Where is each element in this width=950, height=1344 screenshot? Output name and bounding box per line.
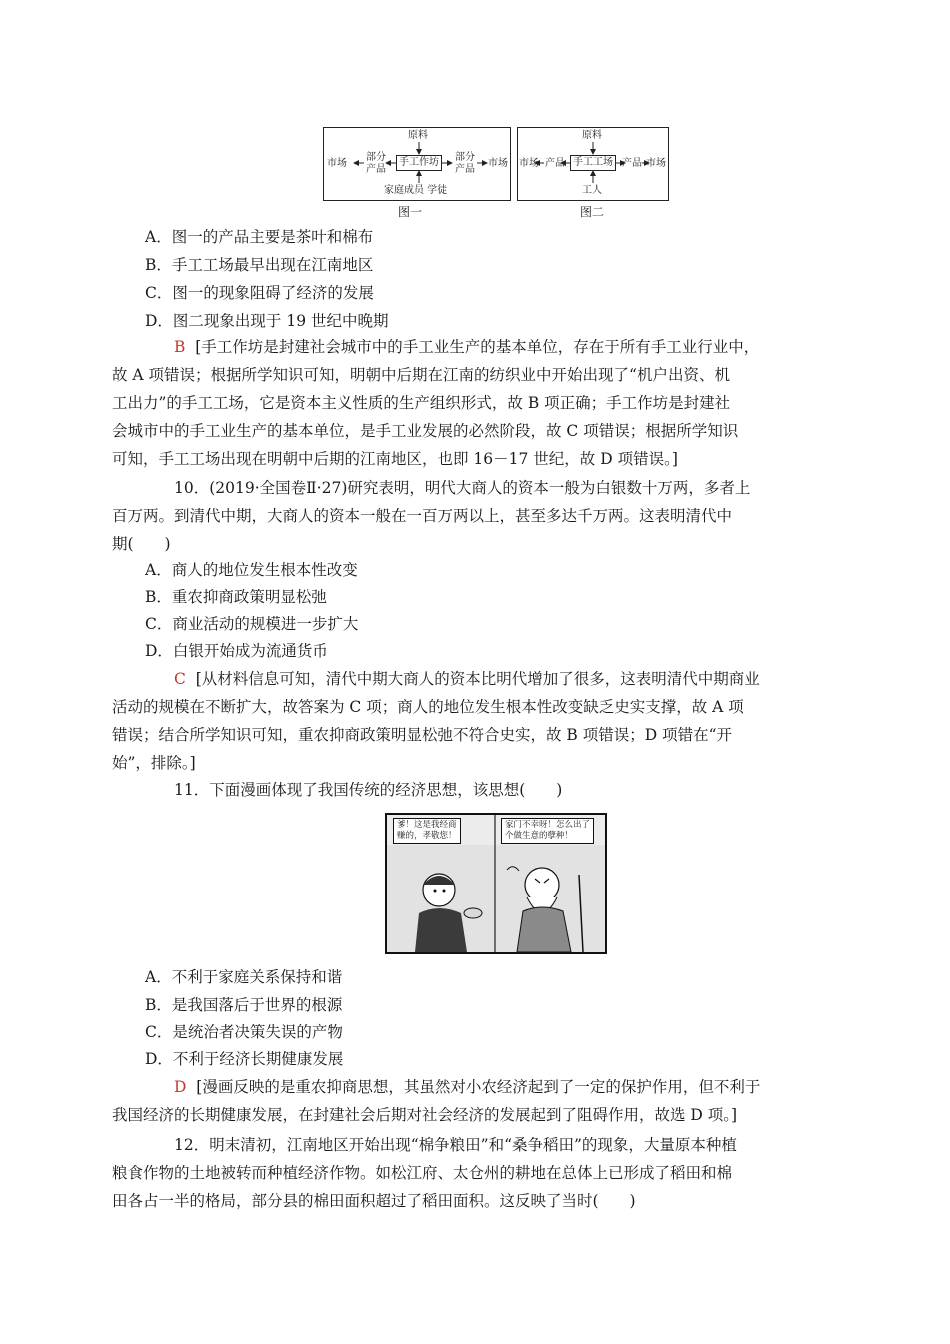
q12-stem-line-1: 12．明末清初，江南地区开始出现“棉争粮田”和“桑争稻田”的现象，大量原本种植: [174, 1136, 737, 1154]
figure-2-caption: 图二: [580, 205, 605, 219]
q12-stem-line-3: 田各占一半的格局，部分县的棉田面积超过了稻田面积。这反映了当时( ): [112, 1192, 636, 1210]
q9-option-a: A．图一的产品主要是茶叶和棉布: [145, 228, 374, 246]
figure-1-caption: 图一: [398, 205, 423, 219]
figure-2-left-market: 市场: [519, 158, 539, 169]
figure-2-right-market: 市场: [646, 158, 666, 169]
q10-option-c: C．商业活动的规模进一步扩大: [145, 615, 359, 633]
q10-option-d: D．白银开始成为流通货币: [145, 642, 328, 660]
q9-explanation: [112, 333, 822, 473]
figure-1-right-product-1: 部分: [455, 152, 475, 163]
q10-explanation-line-3: 错误；结合所学知识可知，重农抑商政策明显松弛不符合史实，故 B 项错误；D 项错在“开: [112, 726, 733, 744]
q11-stem: 11．下面漫画体现了我国传统的经济思想，该思想( ): [174, 781, 563, 799]
cartoon-bubble-son: [393, 818, 461, 844]
q10-explanation-line-2: 活动的规模在不断扩大，故答案为 C 项；商人的地位发生根本性改变缺乏史实支撑，故 A 项: [112, 698, 744, 716]
q11-option-d: D．不利于经济长期健康发展: [145, 1050, 344, 1068]
figure-1-labor: 家庭成员 学徒: [384, 185, 448, 196]
figure-2-factory-box: 手工工场: [570, 155, 616, 171]
q10-stem-line-1: 10．(2019·全国卷Ⅱ·27)研究表明，明代大商人的资本一般为白银数十万两，多者上: [174, 479, 751, 497]
figure-1-workshop-box: 手工作坊: [396, 155, 442, 171]
q10-explanation-line-4: 始”，排除。]: [112, 754, 196, 772]
figure-1-right-product-2: 产品: [455, 164, 475, 175]
cartoon-bubble-son-line-1: 爹！这是我经商: [397, 820, 457, 830]
q10-option-b: B．重农抑商政策明显松弛: [145, 588, 327, 606]
figure-1-material: 原料: [408, 130, 428, 141]
q10-stem-line-3: 期( ): [112, 535, 171, 553]
q10-stem: [112, 474, 822, 558]
figure-1-diagram: [323, 127, 511, 201]
q10-option-a: A．商人的地位发生根本性改变: [145, 561, 358, 579]
q9-explanation-line-2: 故 A 项错误；根据所学知识可知，明朝中后期在江南的纺织业中开始出现了“机户出资、机: [112, 366, 730, 384]
q11-answer: D: [174, 1078, 187, 1096]
figure-1-left-product-1: 部分: [366, 152, 386, 163]
q10-explanation: [112, 665, 822, 777]
figure-1-right-market: 市场: [488, 158, 508, 169]
figure-2-workers: 工人: [582, 185, 602, 196]
figure-1-left-market: 市场: [327, 158, 347, 169]
cartoon-bubble-father: [501, 818, 594, 844]
q9-explanation-line-1: [手工作坊是封建社会城市中的手工业生产的基本单位，存在于所有手工业行业中，: [195, 338, 760, 356]
q10-stem-line-2: 百万两。到清代中期，大商人的资本一般在一百万两以上，甚至多达千万两。这表明清代中: [112, 507, 733, 525]
figure-2-right-product: 产品: [622, 158, 642, 169]
figure-2-left-product: 产品: [545, 158, 565, 169]
cartoon-bubble-father-line-1: 家门不幸呀！怎么出了: [505, 820, 591, 830]
q9-explanation-line-3: 工出力”的手工工场，它是资本主义性质的生产组织形式，故 B 项正确；手工作坊是封建社: [112, 394, 731, 412]
q12-stem-line-2: 粮食作物的土地被转而种植经济作物。如松江府、太仓州的耕地在总体上已形成了稻田和棉: [112, 1164, 733, 1182]
q9-option-d: D．图二现象出现于 19 世纪中晚期: [145, 312, 389, 330]
q11-explanation-line-1: [漫画反映的是重农抑商思想，其虽然对小农经济起到了一定的保护作用，但不利于: [196, 1078, 761, 1096]
q12-stem: [112, 1131, 822, 1215]
q11-option-b: B．是我国落后于世界的根源: [145, 996, 343, 1014]
q9-option-c: C．图一的现象阻碍了经济的发展: [145, 284, 374, 302]
q9-option-b: B．手工工场最早出现在江南地区: [145, 256, 374, 274]
q9-explanation-line-4: 会城市中的手工业生产的基本单位，是手工业发展的必然阶段，故 C 项错误；根据所学知识: [112, 422, 739, 440]
q11-explanation: [112, 1073, 822, 1129]
figure-1-left-product-2: 产品: [366, 164, 386, 175]
q11-option-c: C．是统治者决策失误的产物: [145, 1023, 343, 1041]
cartoon-bubble-son-line-2: 赚的，孝敬您！: [397, 831, 457, 841]
figure-2-material: 原料: [582, 130, 602, 141]
q10-explanation-line-1: [从材料信息可知，清代中期大商人的资本比明代增加了很多，这表明清代中期商业: [195, 670, 760, 688]
q11-explanation-line-2: 我国经济的长期健康发展，在封建社会后期对社会经济的发展起到了阻碍作用，故选 D 项。]: [112, 1106, 738, 1124]
cartoon-bubble-father-line-2: 个做生意的孽种！: [505, 831, 574, 841]
q9-answer: B: [174, 338, 186, 356]
q11-option-a: A．不利于家庭关系保持和谐: [145, 968, 343, 986]
cartoon-illustration: [385, 813, 607, 954]
q10-answer: C: [174, 670, 186, 688]
figure-2-diagram: [517, 127, 669, 201]
q9-explanation-line-5: 可知，手工工场出现在明朝中后期的江南地区，也即 16－17 世纪，故 D 项错误。]: [112, 450, 678, 468]
